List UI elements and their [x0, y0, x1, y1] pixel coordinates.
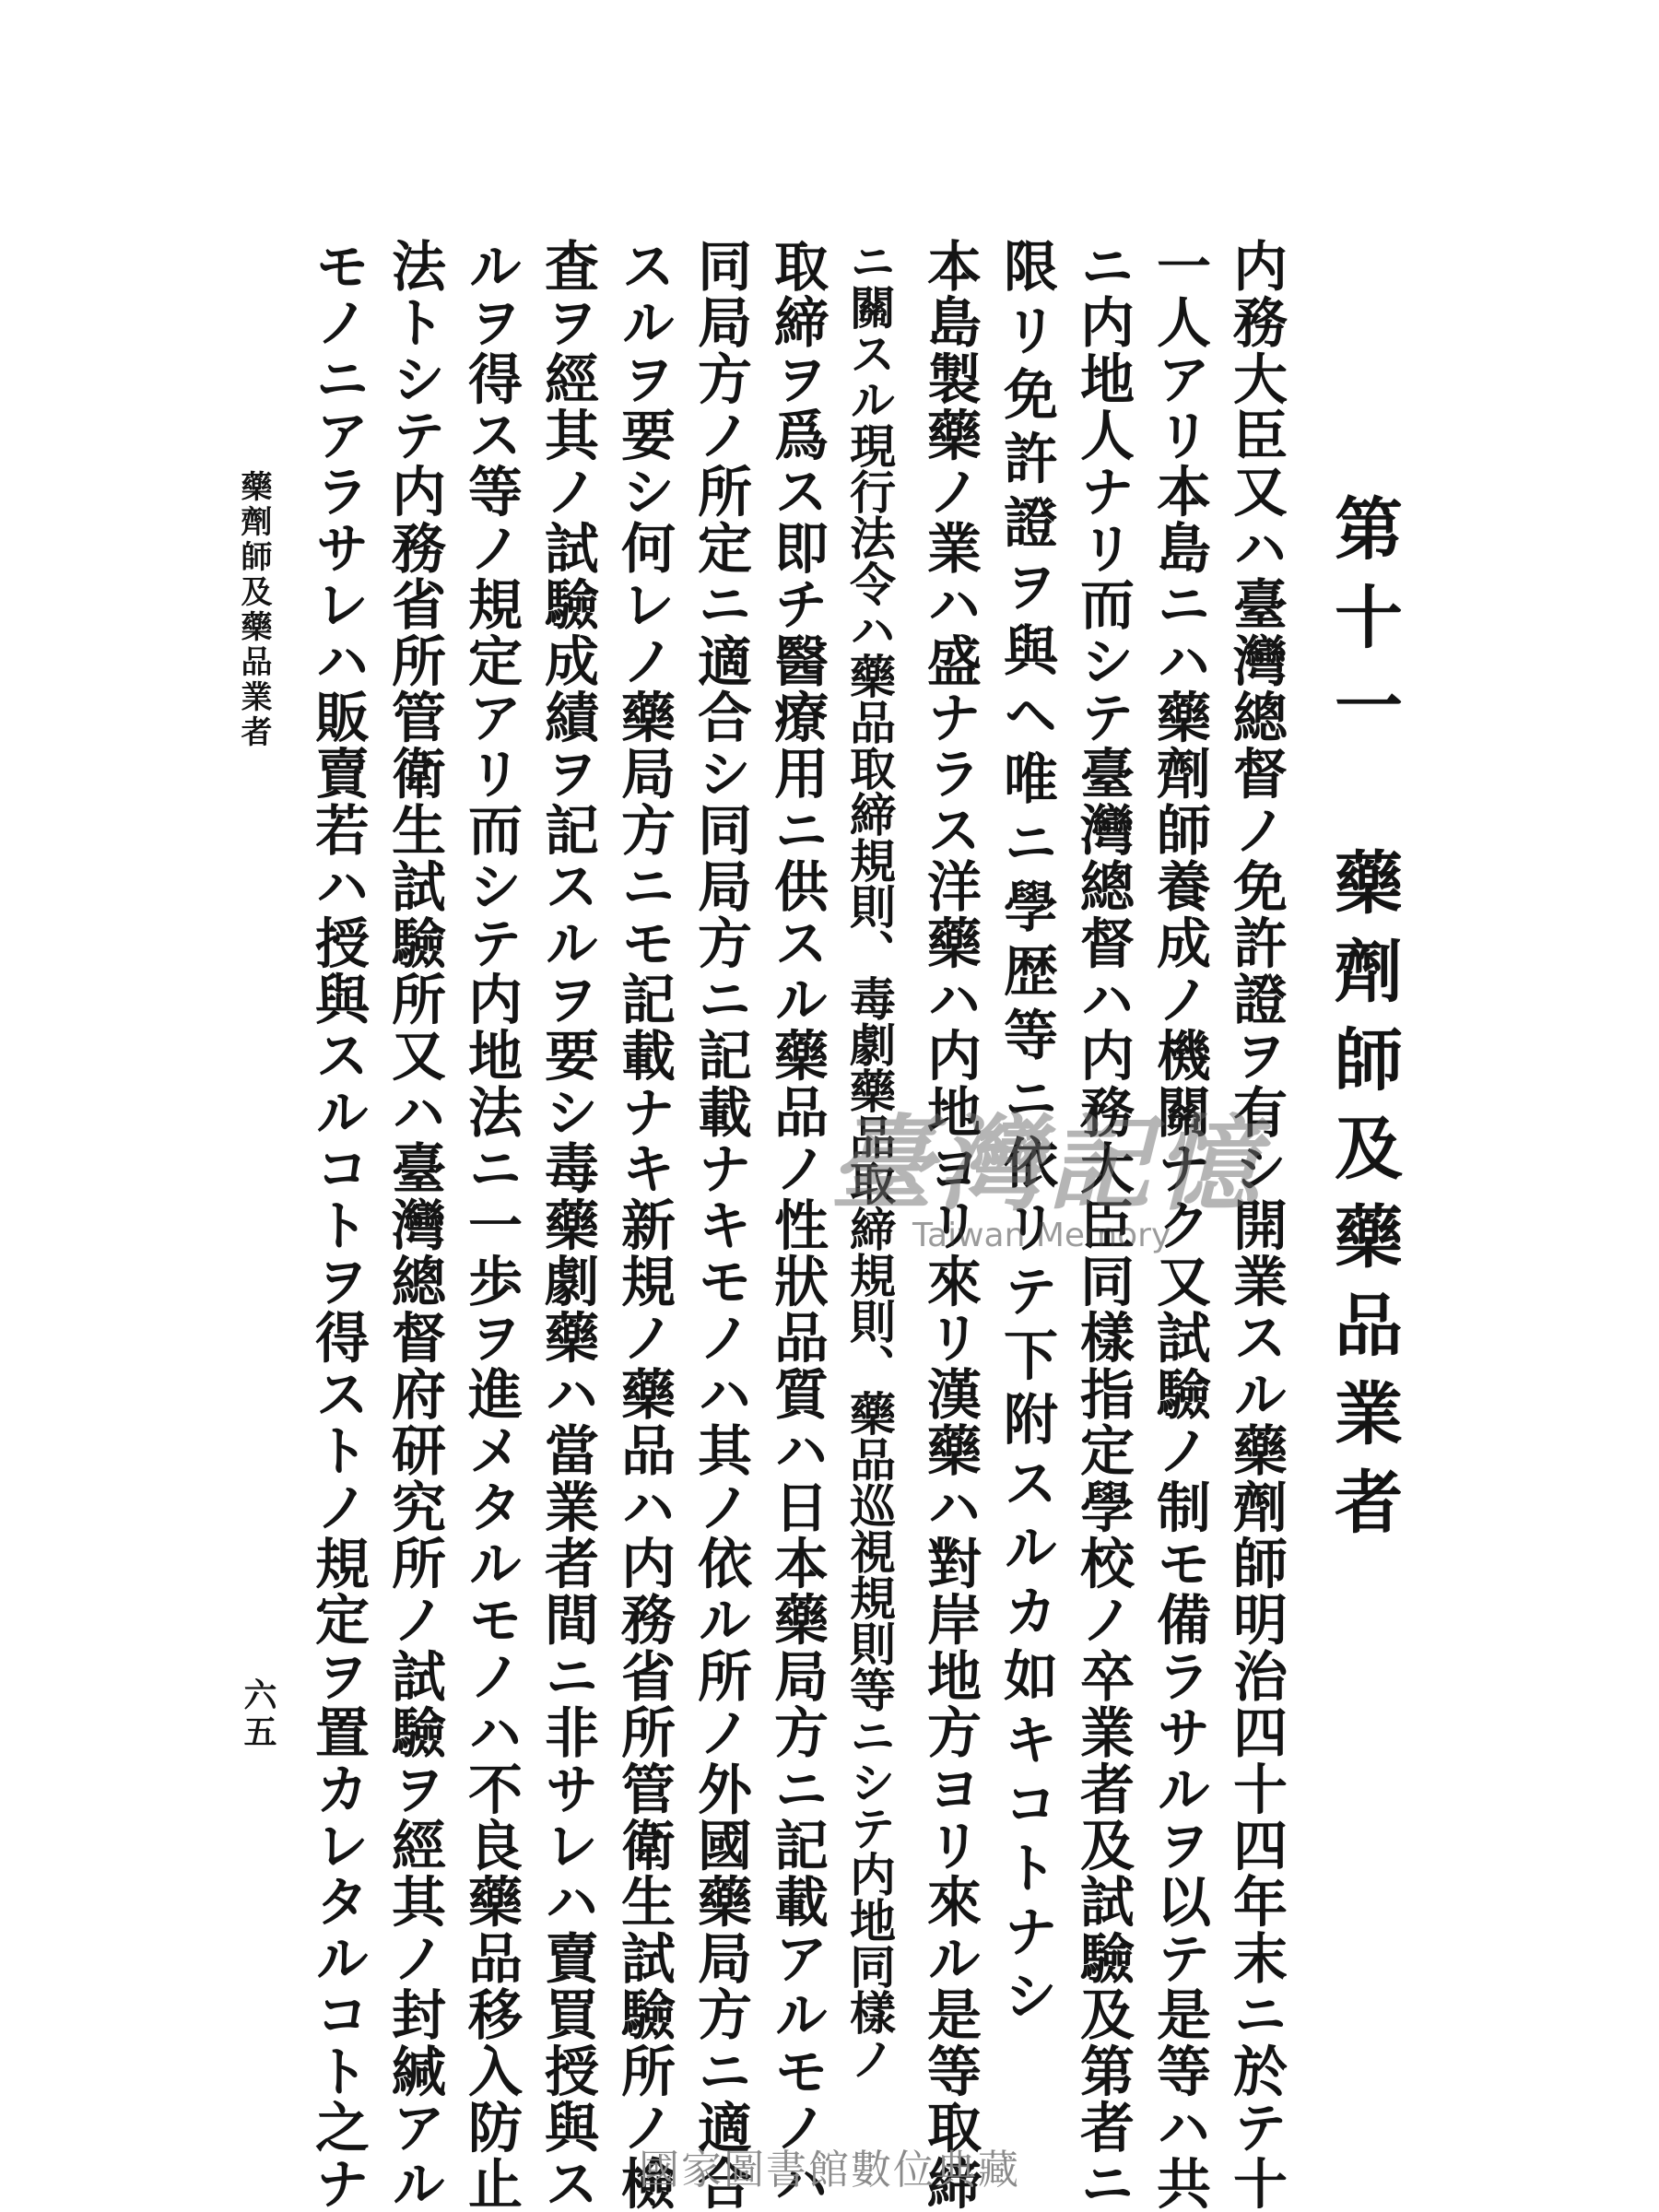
- body-line: ニ關スル現行法令ハ藥品取締規則、毒劇藥品取締規則、藥品巡視規則等ニシテ内地同樣ノ: [842, 238, 897, 2081]
- body-line: 法トシテ内務省所管衛生試驗所又ハ臺灣總督府研究所ノ試驗ヲ經其ノ封緘アル: [382, 238, 446, 2212]
- digital-archive-credit: 國家圖書館數位典藏: [639, 2147, 1020, 2194]
- body-line: ルヲ得ス等ノ規定アリ而シテ内地法ニ一歩ヲ進メタルモノハ不良藥品移入防止: [459, 238, 523, 2212]
- body-line: 限リ免許證ヲ與ヘ唯ニ學歴等ニ依リテ下附スルカ如キコトナシ: [994, 238, 1058, 2031]
- body-line: 査ヲ經其ノ試驗成績ヲ記スルヲ要シ毒藥劇藥ハ當業者間ニ非サレハ賣買授與ス: [535, 238, 599, 2212]
- body-line: 内務大臣又ハ臺灣總督ノ免許證ヲ有シ開業スル藥劑師明治四十四年末ニ於テ十: [1224, 238, 1288, 2212]
- body-line: ニ内地人ナリ而シテ臺灣總督ハ内務大臣同樣指定學校ノ卒業者及試驗及第者ニ: [1071, 238, 1135, 2212]
- body-line: スルヲ要シ何レノ藥局方ニモ記載ナキ新規ノ藥品ハ内務省所管衛生試驗所ノ檢: [612, 238, 676, 2212]
- running-header: 藥劑師及藥品業者: [235, 470, 272, 750]
- watermark-logo-text: 臺灣記憶: [830, 1104, 1265, 1225]
- body-line: 取締ヲ爲ス即チ醫療用ニ供スル藥品ノ性狀品質ハ日本藥局方ニ記載アルモノハ: [765, 238, 829, 2212]
- body-line: 一人アリ本島ニハ藥劑師養成ノ機關ナク又試驗ノ制モ備ラサルヲ以テ是等ハ共: [1147, 238, 1211, 2212]
- taiwan-memory-watermark: [830, 1104, 1309, 1261]
- body-line: 同局方ノ所定ニ適合シ同局方ニ記載ナキモノハ其ノ依ル所ノ外國藥局方ニ適合: [688, 238, 752, 2212]
- body-line: 本島製藥ノ業ハ盛ナラス洋藥ハ内地ヨリ來リ漢藥ハ對岸地方ヨリ來ル是等取締: [918, 238, 982, 2212]
- watermark-subtitle: Taiwan Memory: [912, 1217, 1171, 1254]
- chapter-title: 第十一 藥劑師及藥品業者: [1324, 493, 1403, 1555]
- body-line: モノニアラサレハ販賣若ハ授與スルコトヲ得ストノ規定ヲ置カレタルコト之ナ: [306, 238, 370, 2212]
- page-number: 六五: [239, 1677, 277, 1751]
